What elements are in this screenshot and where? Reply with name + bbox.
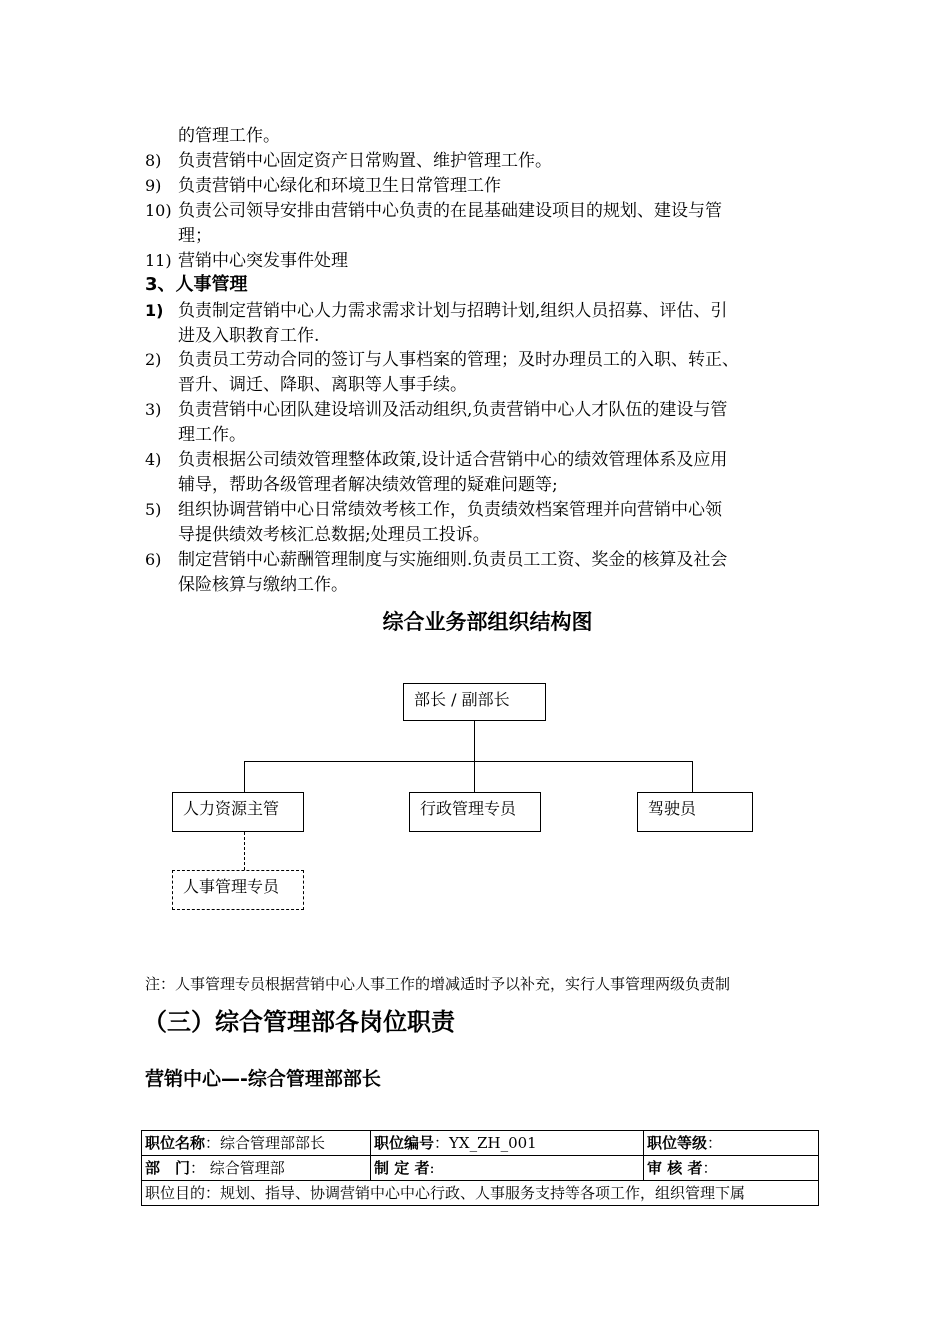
list-item-number: 5): [145, 500, 162, 519]
list-item-line: 负责员工劳动合同的签订与人事档案的管理；及时办理员工的入职、转正、: [178, 350, 739, 370]
org-node-admin-specialist: 行政管理专员: [409, 792, 541, 832]
org-connector: [474, 761, 475, 793]
table-row: [142, 1181, 819, 1206]
org-chart-title: 综合业务部组织结构图: [382, 610, 593, 634]
field-value: ：YX_ZH_001: [434, 1134, 537, 1152]
section-heading-hr: 3、人事管理: [145, 274, 248, 295]
table-row: [142, 1156, 819, 1181]
org-connector: [474, 721, 475, 762]
table-cell: [142, 1131, 371, 1156]
list-item-line: 负责营销中心团队建设培训及活动组织,负责营销中心人才队伍的建设与管: [178, 400, 728, 420]
field-value: :: [429, 1159, 435, 1177]
org-node-personnel-specialist: 人事管理专员: [172, 870, 304, 910]
list-item-line: 负责制定营销中心人力需求需求计划与招聘计划,组织人员招募、评估、引: [178, 301, 728, 321]
list-item-line: 制定营销中心薪酬管理制度与实施细则.负责员工工资、奖金的核算及社会: [178, 550, 728, 570]
field-label: 职位等级: [647, 1134, 708, 1152]
table-cell: [371, 1156, 644, 1181]
list-item-number: 10): [145, 201, 172, 220]
field-value: ：: [702, 1159, 718, 1177]
org-connector-dashed: [244, 832, 245, 870]
field-label: 职位编号: [374, 1134, 435, 1152]
org-connector: [244, 761, 245, 793]
list-item-line: 保险核算与缴纳工作。: [178, 575, 348, 595]
field-label: 制 定 者: [374, 1159, 430, 1177]
list-item-line: 的管理工作。: [178, 126, 280, 146]
org-connector: [244, 761, 693, 762]
list-item-line: 理工作。: [178, 425, 246, 445]
list-item-line: 负责根据公司绩效管理整体政策,设计适合营销中心的绩效管理体系及应用: [178, 450, 728, 470]
org-node-root: 部长 / 副部长: [403, 683, 546, 721]
list-item-line: 辅导，帮助各级管理者解决绩效管理的疑难问题等;: [178, 475, 558, 495]
list-item-number: 4): [145, 450, 162, 469]
table-row: [142, 1131, 819, 1156]
list-item-line: 导提供绩效考核汇总数据;处理员工投诉。: [178, 525, 490, 545]
list-item-line: 负责公司领导安排由营销中心负责的在昆基础建设项目的规划、建设与管: [178, 201, 722, 221]
table-cell-purpose: 职位目的：规划、指导、协调营销中心中心行政、人事服务支持等各项工作，组织管理下属: [142, 1181, 819, 1206]
section-heading: （三）综合管理部各岗位职责: [143, 1008, 455, 1036]
table-cell: [371, 1131, 644, 1156]
list-item-number: 9): [145, 176, 162, 195]
job-info-table: [141, 1130, 819, 1206]
table-cell: [644, 1156, 819, 1181]
field-label: 审 核 者: [647, 1159, 703, 1177]
field-label: 部 门: [145, 1159, 191, 1177]
list-item-line: 组织协调营销中心日常绩效考核工作，负责绩效档案管理并向营销中心领: [178, 500, 722, 520]
list-item-line: 负责营销中心绿化和环境卫生日常管理工作: [178, 176, 501, 196]
org-node-hr-supervisor: 人力资源主管: [172, 792, 304, 832]
org-chart-note: 注：人事管理专员根据营销中心人事工作的增减适时予以补充，实行人事管理两级负责制: [145, 975, 731, 993]
table-cell: [142, 1156, 371, 1181]
table-cell: [644, 1131, 819, 1156]
org-node-driver: 驾驶员: [637, 792, 753, 832]
field-label: 职位名称: [145, 1134, 206, 1152]
list-item-number: 1): [145, 301, 164, 320]
list-item-number: 8): [145, 151, 162, 170]
field-value: ：综合管理部部长: [205, 1134, 326, 1152]
list-item-line: 理；: [178, 226, 212, 246]
list-item-number: 3): [145, 400, 162, 419]
org-connector: [692, 761, 693, 793]
list-item-number: 11): [145, 251, 172, 270]
field-value: ：: [707, 1134, 723, 1152]
list-item-number: 6): [145, 550, 162, 569]
list-item-line: 营销中心突发事件处理: [178, 251, 348, 271]
list-item-line: 负责营销中心固定资产日常购置、维护管理工作。: [178, 151, 552, 171]
list-item-line: 晋升、调迁、降职、离职等人事手续。: [178, 375, 467, 395]
sub-heading: 营销中心—-综合管理部部长: [145, 1068, 381, 1090]
field-value: ： 综合管理部: [190, 1159, 285, 1177]
list-item-number: 2): [145, 350, 162, 369]
list-item-line: 进及入职教育工作.: [178, 326, 320, 346]
